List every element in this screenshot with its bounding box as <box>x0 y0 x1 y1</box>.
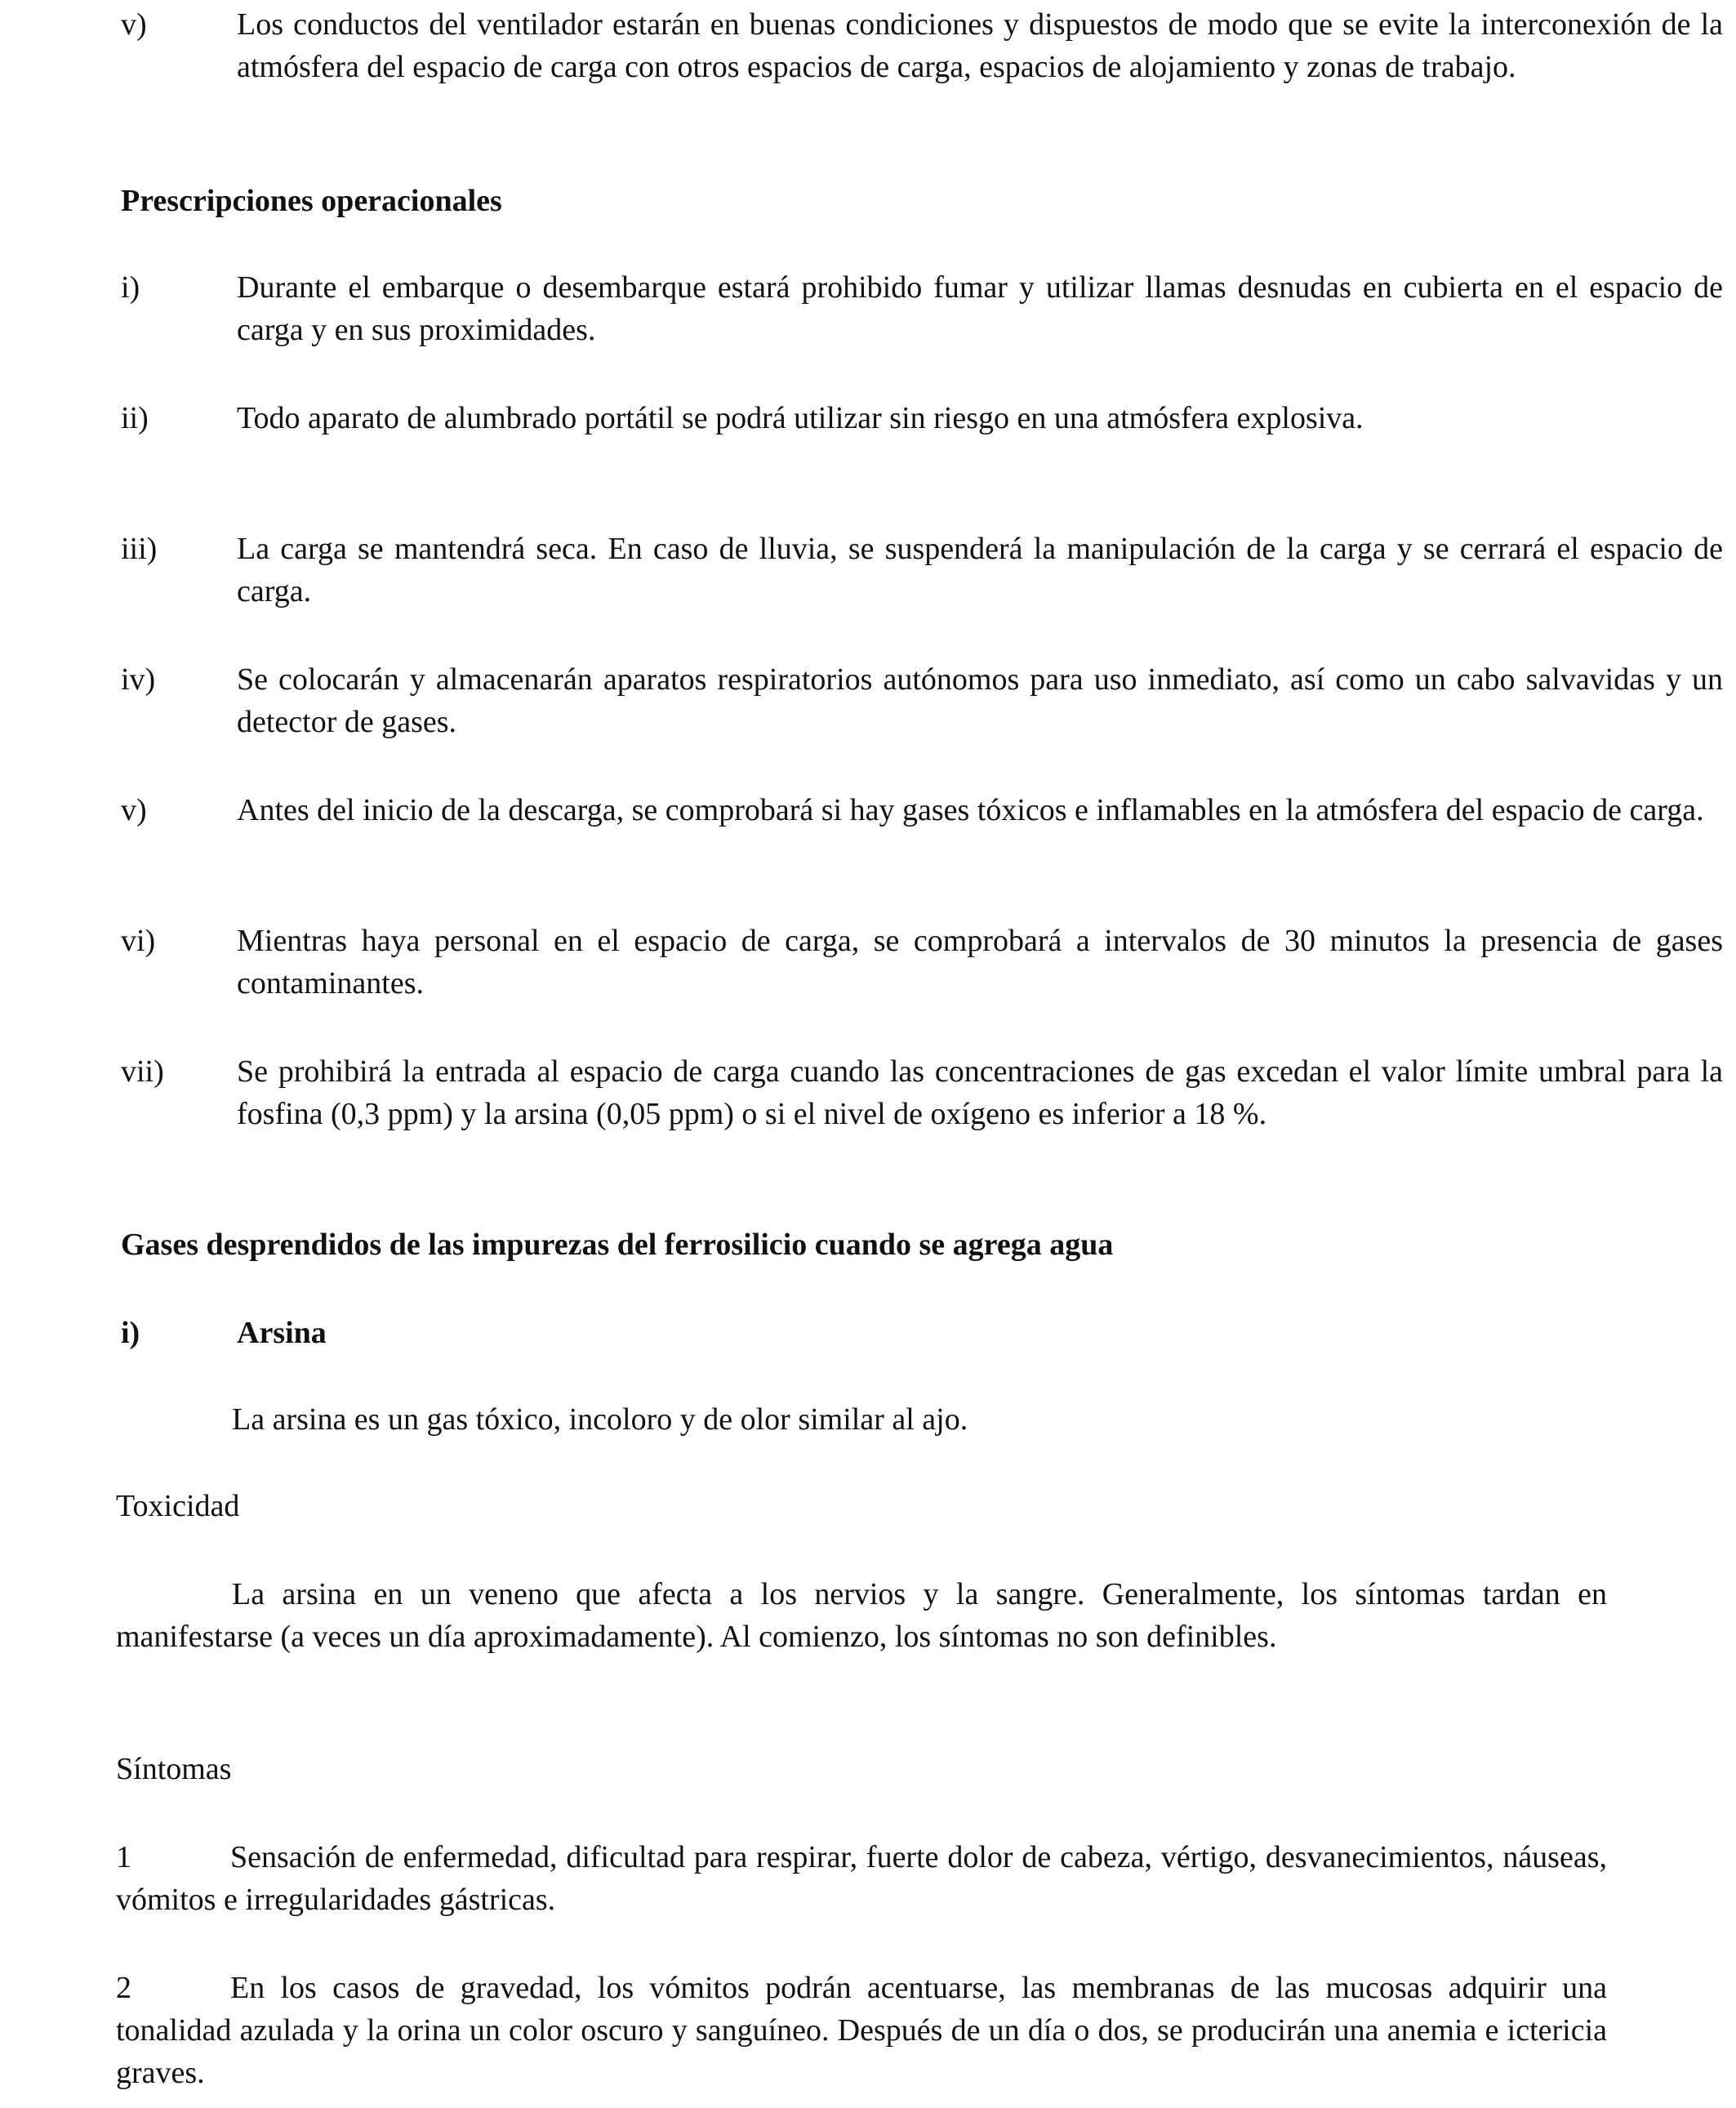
item-text: La carga se mantendrá seca. En caso de lluvia, se suspenderá la manipulación de la carga y se cerrará el espacio de carga. <box>237 532 1723 608</box>
operational-item-2 <box>121 397 1607 439</box>
item-text: Antes del inicio de la descarga, se comprobará si hay gases tóxicos e inflamables en la atmósfera del espacio de carga. <box>237 793 1704 827</box>
arsina-description: La arsina es un gas tóxico, incoloro y de olor similar al ajo. <box>232 1402 968 1437</box>
item-text: Todo aparato de alumbrado portátil se podrá utilizar sin riesgo en una atmósfera explosiva. <box>237 401 1364 435</box>
item-marker: iii) <box>121 532 158 566</box>
item-marker: iv) <box>121 662 156 697</box>
arsina-subheading <box>121 1312 1607 1354</box>
item-marker: i) <box>121 270 140 305</box>
item-text: Sensación de enfermedad, dificultad para respirar, fuerte dolor de cabeza, vértigo, desvanecimientos, náuseas, vómitos e irregularidades gástricas. <box>116 1840 1607 1917</box>
operational-item-3 <box>121 528 1723 613</box>
item-text: Se colocarán y almacenarán aparatos respiratorios autónomos para uso inmediato, así como un cabo salvavidas y un detector de gases. <box>237 662 1723 739</box>
sintoma-item-1 <box>116 1836 1607 1921</box>
item-marker: ii) <box>121 401 149 435</box>
item-text: Durante el embarque o desembarque estará prohibido fumar y utilizar llamas desnudas en cubierta en el espacio de carga y en sus proximidades. <box>237 270 1723 347</box>
toxicidad-label: Toxicidad <box>116 1489 240 1523</box>
gases-heading: Gases desprendidos de las impurezas del ferrosilicio cuando se agrega agua <box>121 1228 1114 1262</box>
ventilator-item <box>121 3 1723 88</box>
operational-heading: Prescripciones operacionales <box>121 184 502 218</box>
item-marker: i) <box>121 1316 140 1350</box>
item-text: Se prohibirá la entrada al espacio de carga cuando las concentraciones de gas excedan el valor límite umbral para la fosfina (0,3 ppm) y la arsina (0,05 ppm) o si el nivel de oxígeno es inferior a 18 %. <box>237 1054 1723 1131</box>
item-text: Mientras haya personal en el espacio de carga, se comprobará a intervalos de 30 minutos la presencia de gases contaminantes. <box>237 924 1723 1001</box>
operational-item-7 <box>121 1050 1723 1135</box>
item-marker: v) <box>121 793 147 827</box>
item-marker: vii) <box>121 1054 164 1089</box>
operational-item-6 <box>121 920 1723 1005</box>
operational-item-5 <box>121 789 1704 831</box>
item-text: En los casos de gravedad, los vómitos podrán acentuarse, las membranas de las mucosas adquirir una tonalidad azulada y la orina un color oscuro y sanguíneo. Después de un día o dos, se producirán una anemia e ictericia graves. <box>116 1971 1607 2090</box>
toxicidad-paragraph: La arsina en un veneno que afecta a los nervios y la sangre. Generalmente, los síntomas tardan en manifestarse (a veces un día aproximadamente). Al comienzo, los síntomas no son definibles. <box>116 1577 1607 1654</box>
item-number: 1 <box>116 1840 131 1874</box>
item-marker: vi) <box>121 924 156 958</box>
item-number: 2 <box>116 1971 131 2005</box>
item-marker: v) <box>121 7 147 42</box>
operational-item-1 <box>121 266 1723 351</box>
operational-item-4 <box>121 658 1723 743</box>
sintoma-item-2 <box>116 1967 1607 2094</box>
sintomas-label: Síntomas <box>116 1752 232 1786</box>
item-text: Los conductos del ventilador estarán en buenas condiciones y dispuestos de modo que se evite la interconexión de la atmósfera del espacio de carga con otros espacios de carga, espacios de alojamiento y zonas de trabajo. <box>237 7 1723 84</box>
item-title: Arsina <box>237 1316 327 1350</box>
